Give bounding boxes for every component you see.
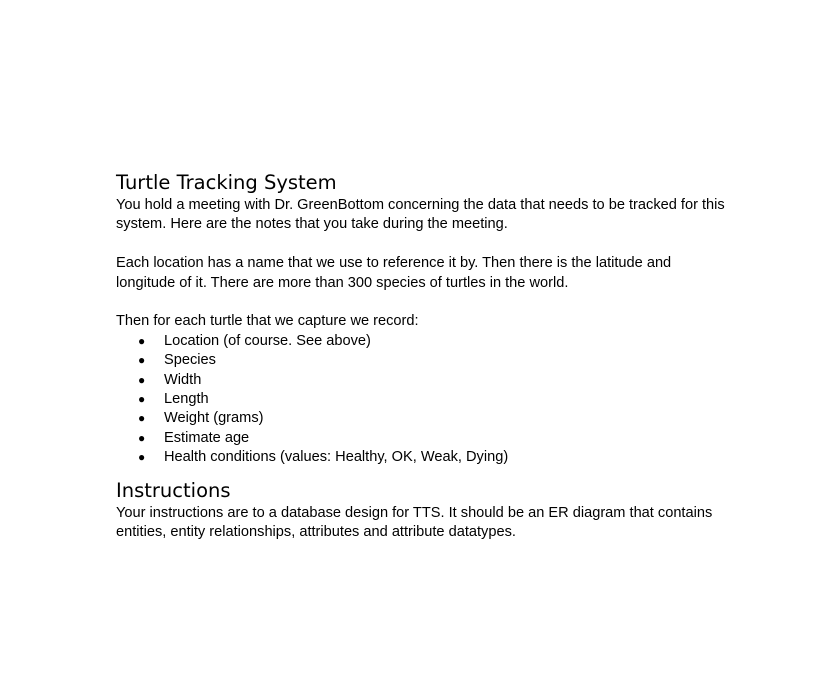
location-line-1: Each location has a name that we use to reference it by. Then there is the latitude and xyxy=(116,255,672,272)
bullet-icon: ● xyxy=(138,430,146,445)
list-item-estimate-age: ● Estimate age xyxy=(138,429,756,448)
bullet-icon: ● xyxy=(138,353,146,368)
document-body xyxy=(116,170,756,542)
spacer xyxy=(116,468,756,478)
title-instructions: Instructions xyxy=(116,478,231,502)
location-paragraph xyxy=(116,254,756,293)
location-line-2: longitude of it. There are more than 300 species of turtles in the world. xyxy=(116,274,569,291)
instructions-line-1: Your instructions are to a database design for TTS. It should be an ER diagram that contains xyxy=(116,504,713,521)
spacer xyxy=(116,235,756,254)
title-turtle-tracking-system: Turtle Tracking System xyxy=(116,171,337,194)
bullet-icon: ● xyxy=(138,372,146,387)
recorded-fields-list xyxy=(116,332,756,468)
capture-intro: Then for each turtle that we capture we record: xyxy=(116,313,419,330)
bullet-icon: ● xyxy=(138,411,146,426)
instructions-paragraph xyxy=(116,504,756,543)
list-item-length: ● Length xyxy=(138,390,756,409)
list-item-weight: ● Weight (grams) xyxy=(138,409,756,428)
bullet-icon: ● xyxy=(138,392,146,407)
instructions-line-2: entities, entity relationships, attributes and attribute datatypes. xyxy=(116,524,516,541)
list-item-health-conditions: ● Health conditions (values: Healthy, OK, Weak, Dying) xyxy=(138,448,756,467)
list-item-species: ● Species xyxy=(138,351,756,370)
bullet-icon: ● xyxy=(138,333,146,348)
intro-paragraph xyxy=(116,196,756,235)
spacer xyxy=(116,293,756,312)
bullet-icon: ● xyxy=(138,450,146,465)
list-item-location: ● Location (of course. See above) xyxy=(138,332,756,351)
list-item-width: ● Width xyxy=(138,371,756,390)
intro-line-2: system. Here are the notes that you take during the meeting. xyxy=(116,216,508,233)
intro-line-1: You hold a meeting with Dr. GreenBottom concerning the data that needs to be tracked for this xyxy=(116,197,725,213)
